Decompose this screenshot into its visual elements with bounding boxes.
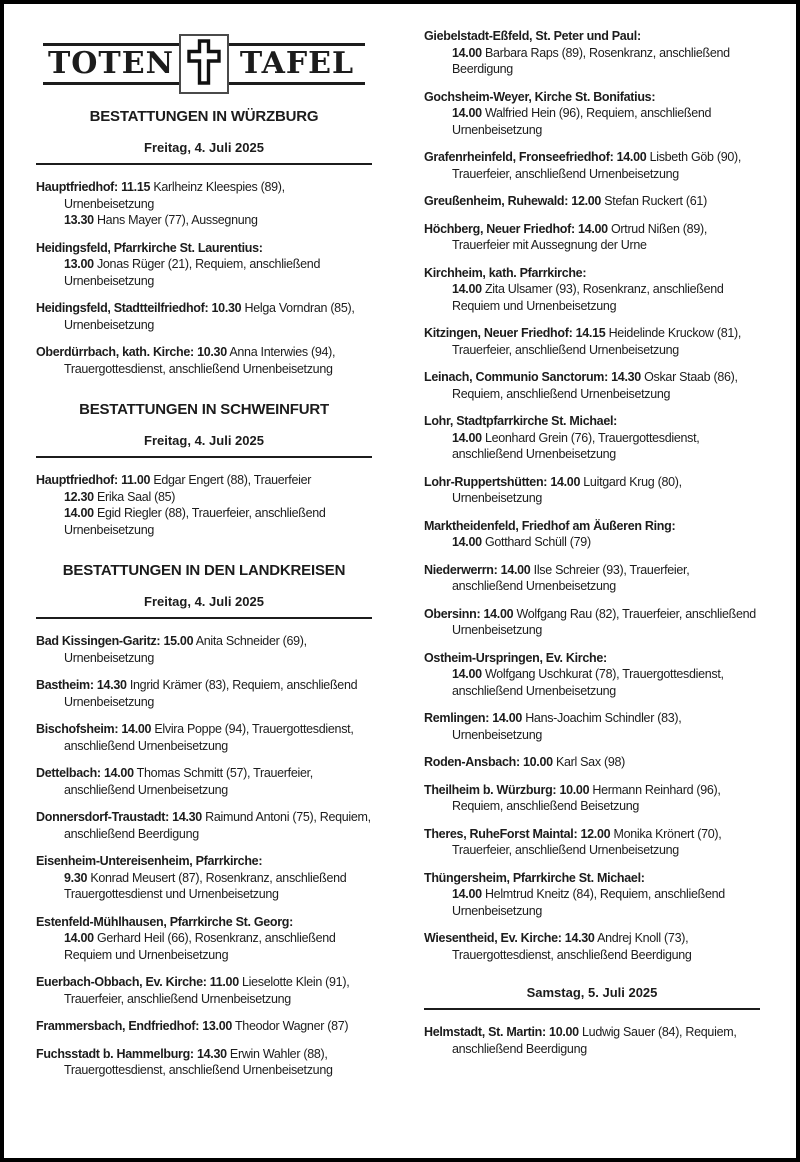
obituary-entry bbox=[424, 265, 760, 315]
obituary-entry bbox=[36, 677, 372, 710]
obituary-entry bbox=[424, 149, 760, 182]
obituary-entry bbox=[36, 472, 372, 538]
entry-detail-text: Ingrid Krämer (83), Requiem, anschließend Urnenbeisetzung bbox=[64, 678, 358, 709]
entry-location-time: Lohr, Stadtpfarrkirche St. Michael: bbox=[424, 414, 618, 428]
entry-detail-text: Egid Riegler (88), Trauerfeier, anschließend Urnenbeisetzung bbox=[64, 506, 326, 537]
entry-detail-text: Ilse Schreier (93), Trauerfeier, anschließend Urnenbeisetzung bbox=[452, 562, 690, 593]
entry-detail-text: Gerhard Heil (66), Rosenkranz, anschließend Requiem und Urnenbeisetzung bbox=[64, 931, 336, 962]
entry-line bbox=[36, 179, 372, 212]
entry-location-time: 14.00 bbox=[452, 667, 482, 681]
entry-line bbox=[424, 369, 760, 402]
entry-line bbox=[424, 89, 760, 106]
entry-line bbox=[64, 212, 372, 229]
entry-location-time: 14.00 bbox=[452, 887, 482, 901]
entry-line bbox=[36, 765, 372, 798]
entry-line bbox=[424, 28, 760, 45]
obituary-entry bbox=[424, 710, 760, 743]
entry-line bbox=[424, 782, 760, 815]
entry-detail-text: Edgar Engert (88), Trauerfeier bbox=[150, 473, 312, 487]
date-heading: Freitag, 4. Juli 2025 bbox=[144, 140, 264, 155]
entry-line bbox=[424, 754, 760, 771]
obituary-entry bbox=[36, 1046, 372, 1079]
entry-line bbox=[36, 974, 372, 1007]
entry-location-time: 13.00 bbox=[64, 257, 94, 271]
entry-location-time: 13.30 bbox=[64, 213, 94, 227]
entry-line bbox=[424, 826, 760, 859]
entry-line bbox=[424, 1024, 760, 1057]
obituary-entry bbox=[424, 474, 760, 507]
entry-line bbox=[424, 930, 760, 963]
masthead-title-right: TAFEL bbox=[229, 43, 365, 85]
entry-location-time: Obersinn: 14.00 bbox=[424, 606, 514, 621]
entry-line bbox=[424, 562, 760, 595]
entry-location-time: Donnersdorf-Traustadt: 14.30 bbox=[36, 810, 202, 824]
entry-detail-text: Anita Schneider (69), Urnenbeisetzung bbox=[64, 634, 307, 665]
entry-detail-text: Thomas Schmitt (57), Trauerfeier, anschließend Urnenbeisetzung bbox=[64, 766, 313, 797]
cross-box bbox=[179, 34, 229, 94]
obituary-entry bbox=[424, 782, 760, 815]
section-title: BESTATTUNGEN IN DEN LANDKREISEN bbox=[62, 562, 346, 579]
entry-detail-text: Gotthard Schüll (79) bbox=[481, 535, 591, 549]
obituary-entry bbox=[36, 974, 372, 1007]
left-column bbox=[36, 28, 372, 1146]
entry-detail-text: Andrej Knoll (73), Trauergottesdienst, anschließend Beerdigung bbox=[452, 931, 692, 962]
obituary-entry bbox=[36, 240, 372, 290]
entry-line bbox=[424, 413, 760, 430]
obituary-entry bbox=[424, 1024, 760, 1057]
obituary-entry bbox=[424, 930, 760, 963]
entry-location-time: Hauptfriedhof: 11.00 bbox=[36, 473, 151, 487]
entry-location-time: Estenfeld-Mühlhausen, Pfarrkirche St. Georg: bbox=[36, 914, 293, 929]
entry-line bbox=[64, 256, 372, 289]
obituary-entry bbox=[424, 650, 760, 700]
entry-location-time: Dettelbach: 14.00 bbox=[36, 766, 134, 780]
entry-detail-text: Luitgard Krug (80), Urnenbeisetzung bbox=[452, 474, 682, 505]
obituary-entry bbox=[424, 325, 760, 358]
entry-detail-text: Karlheinz Kleespies (89), Urnenbeisetzung bbox=[64, 180, 285, 211]
entry-detail-text: Jonas Rüger (21), Requiem, anschließend Urnenbeisetzung bbox=[64, 257, 321, 288]
entry-location-time: Leinach, Communio Sanctorum: 14.30 bbox=[424, 370, 641, 384]
entry-detail-text: Theodor Wagner (87) bbox=[232, 1019, 349, 1033]
obituary-entry bbox=[36, 853, 372, 903]
entry-line bbox=[36, 853, 372, 870]
entry-location-time: Greußenheim, Ruhewald: 12.00 bbox=[424, 194, 602, 208]
obituary-entry bbox=[424, 89, 760, 139]
entry-location-time: Helmstadt, St. Martin: 10.00 bbox=[424, 1025, 579, 1039]
entry-line bbox=[452, 105, 760, 138]
right-column bbox=[424, 28, 760, 1146]
entry-line bbox=[424, 474, 760, 507]
entry-line bbox=[452, 281, 760, 314]
entry-location-time: Kirchheim, kath. Pfarrkirche: bbox=[424, 265, 587, 280]
entry-line bbox=[64, 489, 372, 506]
entry-detail-text: Leonhard Grein (76), Trauergottesdienst, anschließend Urnenbeisetzung bbox=[452, 430, 700, 461]
section-rule bbox=[36, 617, 372, 619]
entry-line bbox=[452, 666, 760, 699]
entry-detail-text: Walfried Hein (96), Requiem, anschließend Urnenbeisetzung bbox=[452, 106, 712, 137]
entry-location-time: 14.00 bbox=[452, 430, 482, 445]
obituary-entry bbox=[424, 518, 760, 551]
entry-location-time: Heidingsfeld, Pfarrkirche St. Laurentius: bbox=[36, 240, 263, 255]
cross-icon bbox=[187, 39, 221, 90]
section-rule bbox=[424, 1008, 760, 1010]
entry-location-time: Ostheim-Urspringen, Ev. Kirche: bbox=[424, 650, 607, 665]
entry-line bbox=[36, 344, 372, 377]
entry-line bbox=[424, 325, 760, 358]
section-title: BESTATTUNGEN IN WÜRZBURG bbox=[89, 108, 319, 125]
entry-location-time: 12.30 bbox=[64, 489, 94, 504]
entry-line bbox=[36, 472, 372, 489]
entry-location-time: Bastheim: 14.30 bbox=[36, 678, 127, 692]
entry-location-time: Eisenheim-Untereisenheim, Pfarrkirche: bbox=[36, 854, 263, 868]
masthead-title-left: TOTEN bbox=[43, 43, 179, 85]
entry-line bbox=[36, 914, 372, 931]
entry-location-time: Theilheim b. Würzburg: 10.00 bbox=[424, 782, 590, 797]
obituary-entry bbox=[424, 826, 760, 859]
entry-location-time: Lohr-Ruppertshütten: 14.00 bbox=[424, 474, 581, 489]
section-rule bbox=[36, 163, 372, 165]
left-column-blocks bbox=[36, 108, 372, 1079]
entry-location-time: 14.00 bbox=[64, 506, 94, 520]
entry-line bbox=[452, 886, 760, 919]
entry-location-time: Oberdürrbach, kath. Kirche: 10.30 bbox=[36, 345, 227, 359]
obituary-entry bbox=[424, 221, 760, 254]
entry-location-time: 9.30 bbox=[64, 870, 88, 885]
obituary-entry bbox=[424, 562, 760, 595]
right-column-blocks bbox=[424, 28, 760, 1057]
masthead bbox=[43, 34, 365, 94]
entry-location-time: 14.00 bbox=[452, 535, 482, 549]
section-rule bbox=[36, 456, 372, 458]
obituary-entry bbox=[36, 344, 372, 377]
entry-line bbox=[424, 650, 760, 667]
obituary-entry bbox=[36, 1018, 372, 1035]
entry-line bbox=[424, 870, 760, 887]
entry-location-time: Giebelstadt-Eßfeld, St. Peter und Paul: bbox=[424, 29, 641, 43]
entry-detail-text: Helmtrud Kneitz (84), Requiem, anschließend Urnenbeisetzung bbox=[452, 887, 725, 918]
entry-location-time: Gochsheim-Weyer, Kirche St. Bonifatius: bbox=[424, 89, 656, 104]
obituary-entry bbox=[424, 606, 760, 639]
date-heading: Freitag, 4. Juli 2025 bbox=[144, 594, 264, 609]
entry-line bbox=[36, 633, 372, 666]
entry-line bbox=[424, 221, 760, 254]
entry-detail-text: Zita Ulsamer (93), Rosenkranz, anschließend Requiem und Urnenbeisetzung bbox=[452, 282, 724, 313]
entry-detail-text: Raimund Antoni (75), Requiem, anschließend Beerdigung bbox=[64, 810, 371, 841]
entry-detail-text: Stefan Ruckert (61) bbox=[601, 194, 707, 208]
entry-line bbox=[424, 606, 760, 639]
obituary-entry bbox=[36, 300, 372, 333]
entry-detail-text: Barbara Raps (89), Rosenkranz, anschließend Beerdigung bbox=[452, 45, 730, 76]
entry-location-time: Euerbach-Obbach, Ev. Kirche: 11.00 bbox=[36, 975, 239, 989]
entry-line bbox=[452, 534, 760, 551]
entry-location-time: Bischofsheim: 14.00 bbox=[36, 722, 152, 736]
entry-detail-text: Erika Saal (85) bbox=[93, 489, 176, 504]
entry-line bbox=[452, 45, 760, 78]
entry-line bbox=[36, 240, 372, 257]
section-title: BESTATTUNGEN IN SCHWEINFURT bbox=[79, 401, 329, 418]
entry-line bbox=[424, 193, 760, 210]
obituary-entry bbox=[424, 28, 760, 78]
entry-line bbox=[64, 505, 372, 538]
entry-location-time: Grafenrheinfeld, Fronseefriedhof: 14.00 bbox=[424, 150, 647, 164]
obituary-entry bbox=[424, 870, 760, 920]
entry-line bbox=[36, 809, 372, 842]
entry-line bbox=[64, 930, 372, 963]
obituary-entry bbox=[36, 914, 372, 964]
entry-detail-text: Erwin Wahler (88), Trauergottesdienst, anschließend Urnenbeisetzung bbox=[64, 1046, 333, 1077]
entry-detail-text: Wolfgang Uschkurat (78), Trauergottesdienst, anschließend Urnenbeisetzung bbox=[452, 667, 724, 698]
entry-line bbox=[36, 677, 372, 710]
entry-location-time: Theres, RuheForst Maintal: 12.00 bbox=[424, 826, 611, 841]
obituary-entry bbox=[424, 754, 760, 771]
entry-location-time: Fuchsstadt b. Hammelburg: 14.30 bbox=[36, 1046, 227, 1061]
obituary-entry bbox=[36, 765, 372, 798]
entry-detail-text: Monika Krönert (70), Trauerfeier, anschließend Urnenbeisetzung bbox=[452, 826, 722, 857]
obituary-entry bbox=[424, 369, 760, 402]
date-heading: Samstag, 5. Juli 2025 bbox=[526, 985, 658, 1000]
entry-location-time: Frammersbach, Endfriedhof: 13.00 bbox=[36, 1019, 233, 1033]
entry-location-time: 14.00 bbox=[64, 931, 94, 945]
obituary-entry bbox=[36, 809, 372, 842]
entry-line bbox=[452, 430, 760, 463]
entry-detail-text: Ludwig Sauer (84), Requiem, anschließend Beerdigung bbox=[452, 1025, 737, 1056]
entry-detail-text: Helga Vorndran (85), Urnenbeisetzung bbox=[64, 301, 355, 332]
entry-line bbox=[36, 1018, 372, 1035]
entry-location-time: Heidingsfeld, Stadtteilfriedhof: 10.30 bbox=[36, 301, 242, 315]
entry-detail-text: Heidelinde Kruckow (81), Trauerfeier, anschließend Urnenbeisetzung bbox=[452, 326, 742, 357]
entry-detail-text: Wolfgang Rau (82), Trauerfeier, anschließend Urnenbeisetzung bbox=[452, 606, 756, 637]
entry-location-time: 14.00 bbox=[452, 282, 482, 296]
entry-detail-text: Hans-Joachim Schindler (83), Urnenbeisetzung bbox=[452, 711, 682, 742]
entry-location-time: Kitzingen, Neuer Friedhof: 14.15 bbox=[424, 326, 606, 340]
obituary-entry bbox=[36, 179, 372, 229]
entry-line bbox=[424, 149, 760, 182]
entry-detail-text: Hermann Reinhard (96), Requiem, anschließend Beisetzung bbox=[452, 782, 721, 813]
entry-location-time: 14.00 bbox=[452, 45, 482, 60]
entry-detail-text: Oskar Staab (86), Requiem, anschließend Urnenbeisetzung bbox=[452, 370, 738, 401]
obituary-entry bbox=[424, 193, 760, 210]
entry-location-time: Niederwerrn: 14.00 bbox=[424, 562, 531, 577]
entry-detail-text: Elvira Poppe (94), Trauergottesdienst, anschließend Urnenbeisetzung bbox=[64, 722, 354, 753]
entry-location-time: Wiesentheid, Ev. Kirche: 14.30 bbox=[424, 931, 595, 945]
entry-detail-text: Konrad Meusert (87), Rosenkranz, anschließend Trauergottesdienst und Urnenbeisetzung bbox=[64, 870, 347, 901]
entry-location-time: 14.00 bbox=[452, 106, 482, 120]
entry-location-time: Bad Kissingen-Garitz: 15.00 bbox=[36, 634, 194, 648]
obituary-entry bbox=[424, 413, 760, 463]
entry-line bbox=[424, 518, 760, 535]
entry-line bbox=[36, 300, 372, 333]
entry-detail-text: Anna Interwies (94), Trauergottesdienst, anschließend Urnenbeisetzung bbox=[64, 345, 336, 376]
entry-detail-text: Lisbeth Göb (90), Trauerfeier, anschließend Urnenbeisetzung bbox=[452, 150, 742, 181]
entry-location-time: Höchberg, Neuer Friedhof: 14.00 bbox=[424, 221, 608, 236]
entry-location-time: Roden-Ansbach: 10.00 bbox=[424, 755, 553, 769]
entry-detail-text: Ortrud Nißen (89), Trauerfeier mit Aussegnung der Urne bbox=[452, 221, 708, 252]
entry-line bbox=[64, 870, 372, 903]
entry-detail-text: Karl Sax (98) bbox=[552, 755, 625, 769]
entry-location-time: Thüngersheim, Pfarrkirche St. Michael: bbox=[424, 870, 645, 885]
entry-location-time: Marktheidenfeld, Friedhof am Äußeren Ring: bbox=[424, 518, 676, 533]
entry-line bbox=[36, 721, 372, 754]
entry-detail-text: Hans Mayer (77), Aussegnung bbox=[93, 213, 258, 227]
entry-line bbox=[36, 1046, 372, 1079]
entry-detail-text: Lieselotte Klein (91), Trauerfeier, anschließend Urnenbeisetzung bbox=[64, 975, 350, 1006]
entry-line bbox=[424, 265, 760, 282]
entry-location-time: Hauptfriedhof: 11.15 bbox=[36, 180, 151, 194]
obituary-entry bbox=[36, 633, 372, 666]
obituary-entry bbox=[36, 721, 372, 754]
entry-line bbox=[424, 710, 760, 743]
entry-location-time: Remlingen: 14.00 bbox=[424, 711, 523, 725]
date-heading: Freitag, 4. Juli 2025 bbox=[144, 433, 264, 448]
